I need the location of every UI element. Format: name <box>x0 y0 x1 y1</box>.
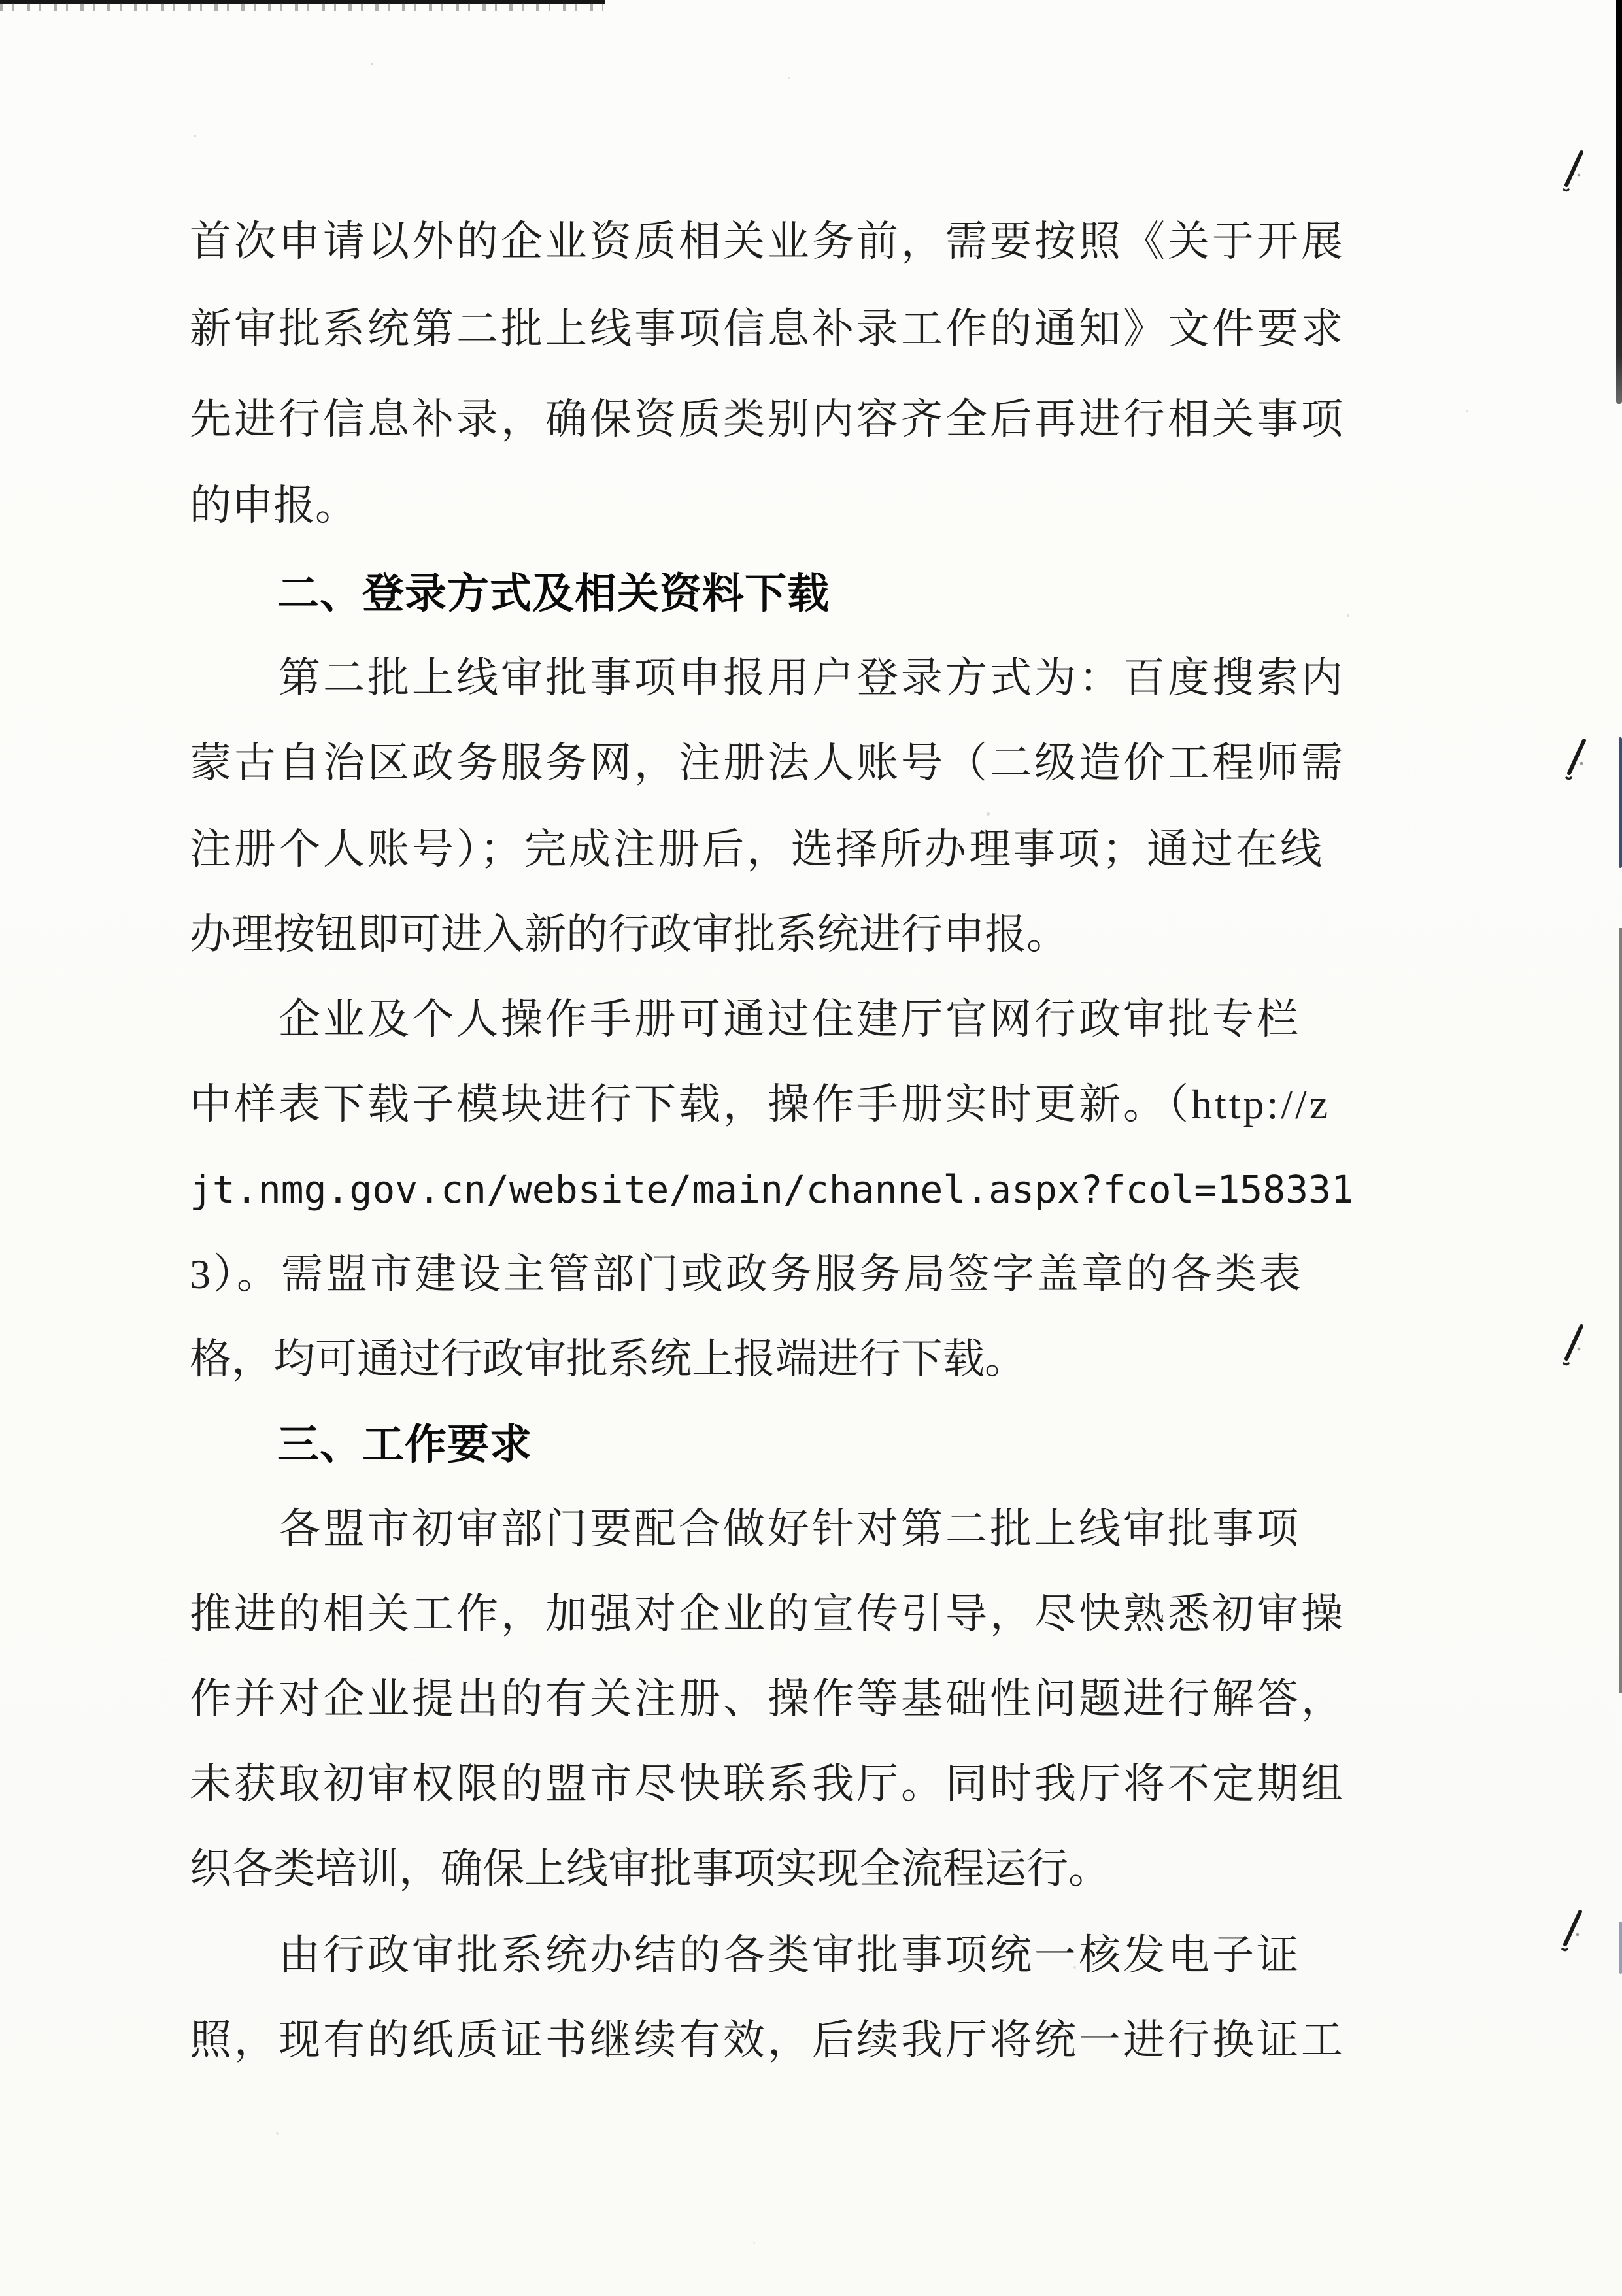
dust-speck <box>788 77 790 79</box>
dust-speck <box>753 2242 755 2244</box>
text-line: 企业及个人操作手册可通过住建厅官网行政审批专栏 <box>279 996 1301 1042</box>
text-line: 新审批系统第二批上线事项信息补录工作的通知》文件要求 <box>190 306 1345 352</box>
text-line: 织各类培训，确保上线审批事项实现全流程运行。 <box>190 1846 1110 1892</box>
scan-artifact-right-edge-lower <box>1619 928 1622 1693</box>
text-line: 注册个人账号）；完成注册后，选择所办理事项；通过在线 <box>190 826 1325 873</box>
pen-tick-mark-icon <box>1561 148 1587 193</box>
text-line: 作并对企业提出的有关注册、操作等基础性问题进行解答， <box>190 1676 1345 1722</box>
dust-speck <box>276 2132 279 2135</box>
text-line: 中样表下载子模块进行下载，操作手册实时更新。（http://z <box>190 1081 1331 1127</box>
pen-tick-mark-icon <box>1560 1907 1586 1953</box>
text-line: 第二批上线审批事项申报用户登录方式为：百度搜索内 <box>279 655 1345 701</box>
text-line: 格，均可通过行政审批系统上报端进行下载。 <box>190 1336 1026 1382</box>
text-line: 照，现有的纸质证书继续有效，后续我厅将统一进行换证工 <box>190 2017 1345 2063</box>
text-line: 3）。需盟市建设主管部门或政务服务局签字盖章的各类表 <box>190 1251 1304 1297</box>
text-line: 未获取初审权限的盟市尽快联系我厅。同时我厅将不定期组 <box>190 1761 1345 1807</box>
dust-speck <box>987 812 990 816</box>
text-line: 首次申请以外的企业资质相关业务前，需要按照《关于开展 <box>190 218 1345 265</box>
pen-tick-mark-icon <box>1561 1322 1587 1367</box>
dust-speck <box>550 1609 552 1611</box>
text-line: 推进的相关工作，加强对企业的宣传引导，尽快熟悉初审操 <box>190 1591 1345 1637</box>
pen-tick-mark-icon <box>1564 736 1590 782</box>
dust-speck <box>1347 614 1349 617</box>
text-line: 各盟市初审部门要配合做好针对第二批上线审批事项 <box>279 1506 1301 1552</box>
text-line: jt.nmg.gov.cn/website/main/channel.aspx?fcol=158331 <box>190 1167 1354 1212</box>
text-line: 的申报。 <box>190 482 357 529</box>
dust-speck <box>1466 410 1468 412</box>
section-heading: 三、工作要求 <box>277 1421 532 1468</box>
dust-speck <box>194 135 196 137</box>
text-line: 办理按钮即可进入新的行政审批系统进行申报。 <box>190 911 1068 957</box>
scan-artifact-right-edge-top <box>1616 0 1622 404</box>
text-line: 蒙古自治区政务服务网，注册法人账号（二级造价工程师需 <box>190 740 1345 786</box>
scan-artifact-top-smudge <box>0 3 603 11</box>
section-heading: 二、登录方式及相关资料下载 <box>277 570 830 617</box>
scan-artifact-right-edge-mid <box>1619 737 1622 868</box>
dust-speck <box>371 63 373 65</box>
dust-speck <box>1073 1966 1076 1969</box>
text-line: 先进行信息补录，确保资质类别内容齐全后再进行相关事项 <box>190 396 1345 442</box>
scan-artifact-right-edge-bottom <box>1619 1922 1622 1974</box>
text-line: 由行政审批系统办结的各类审批事项统一核发电子证 <box>279 1932 1301 1978</box>
